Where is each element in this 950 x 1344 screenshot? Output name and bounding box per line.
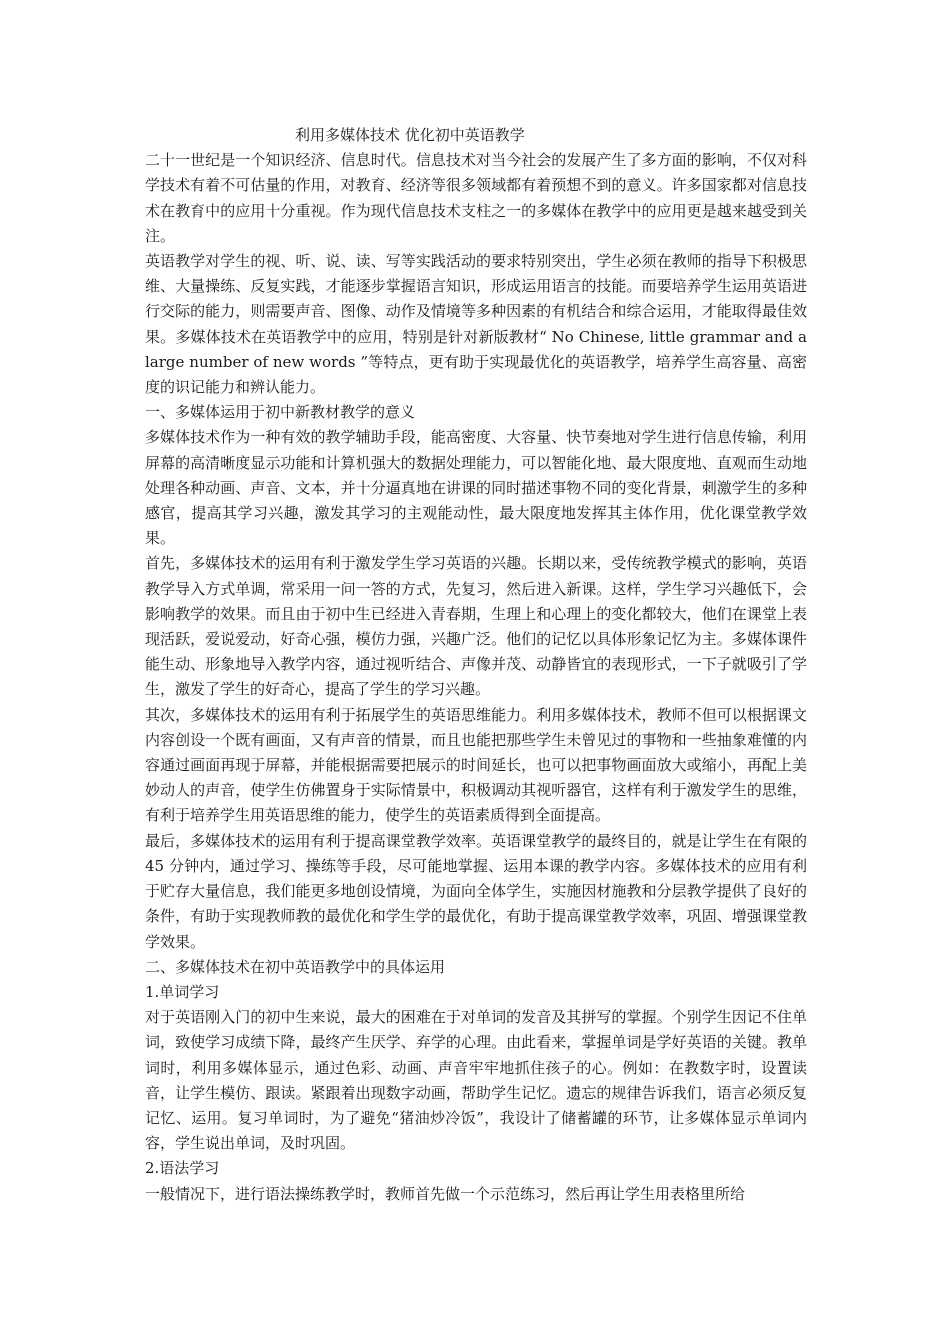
subsection-heading-grammar: 2.语法学习 xyxy=(145,1159,220,1178)
paragraph-english-teaching: 英语教学对学生的视、听、说、读、写等实践活动的要求特别突出，学生必须在教师的指导下积极思维、大量操练、反复实践，才能逐步掌握语言知识，形成运用语言的技能。而要培养学生运用英语进行交际的能力，则需要声音、图像、动作及情境等多种因素的有机结合和综合运用，才能取得最佳效果。多媒体技术在英语教学中的应用，特别是针对新版教材“ No Chinese, little grammar and a large number of new words ”等特点，更有助于实现最优化的英语教学，培养学生高容量、高密度的识记能力和辨认能力。 xyxy=(145,252,807,397)
paragraph-second: 其次，多媒体技术的运用有利于拓展学生的英语思维能力。利用多媒体技术，教师不但可以根据课文内容创设一个既有画面，又有声音的情景，而且也能把那些学生未曾见过的事物和一些抽象难懂的内容通过画面再现于屏幕，并能根据需要把展示的时间延长，也可以把事物画面放大或缩小，再配上美妙动人的声音，使学生仿佛置身于实际情景中，积极调动其视听器官，这样有利于激发学生的思维，有利于培养学生用英语思维的能力，使学生的英语素质得到全面提高。 xyxy=(145,705,807,825)
subsection-heading-vocabulary: 1.单词学习 xyxy=(145,982,220,1001)
paragraph-vocabulary: 对于英语刚入门的初中生来说，最大的困难在于对单词的发音及其拼写的掌握。个别学生因记不住单词，致使学习成绩下降，最终产生厌学、弃学的心理。由此看来，掌握单词是学好英语的关键。教单词时，利用多媒体显示，通过色彩、动画、声音牢牢地抓住孩子的心。例如：在教数字时，设置读音，让学生模仿、跟读。紧跟着出现数字动画，帮助学生记忆。遗忘的规律告诉我们，语言必须反复记忆、运用。复习单词时，为了避免“猪油炒冷饭”，我设计了储蓄罐的环节，让多媒体显示单词内容，学生说出单词，及时巩固。 xyxy=(145,1008,807,1153)
paragraph-intro: 二十一世纪是一个知识经济、信息时代。信息技术对当今社会的发展产生了多方面的影响，不仅对科学技术有着不可估量的作用，对教育、经济等很多领域都有着预想不到的意义。许多国家都对信息技术在教育中的应用十分重视。作为现代信息技术支柱之一的多媒体在教学中的应用更是越来越受到关注。 xyxy=(145,151,807,245)
section-heading-1: 一、多媒体运用于初中新教材教学的意义 xyxy=(145,403,416,422)
section-heading-2: 二、多媒体技术在初中英语教学中的具体运用 xyxy=(145,957,446,976)
document-title: 利用多媒体技术 优化初中英语教学 xyxy=(295,126,525,144)
paragraph-grammar: 一般情况下，进行语法操练教学时，教师首先做一个示范练习，然后再让学生用表格里所给 xyxy=(145,1184,746,1203)
document-page xyxy=(145,123,807,1207)
paragraph-last: 最后，多媒体技术的运用有利于提高课堂教学效率。英语课堂教学的最终目的，就是让学生在有限的 45 分钟内，通过学习、操练等手段，尽可能地掌握、运用本课的教学内容。多媒体技术的应用有利于贮存大量信息，我们能更多地创设情境，为面向全体学生，实施因材施教和分层教学提供了良好的条件，有助于实现教师教的最优化和学生学的最优化，有助于提高课堂教学效率，巩固、增强课堂教学效果。 xyxy=(145,831,807,951)
paragraph-first: 首先，多媒体技术的运用有利于激发学生学习英语的兴趣。长期以来，受传统教学模式的影响，英语教学导入方式单调，常采用一问一答的方式，先复习，然后进入新课。这样，学生学习兴趣低下，会影响教学的效果。而且由于初中生已经进入青春期，生理上和心理上的变化都较大，他们在课堂上表现活跃，爱说爱动，好奇心强，模仿力强，兴趣广泛。他们的记忆以具体形象记忆为主。多媒体课件能生动、形象地导入教学内容，通过视听结合、声像并茂、动静皆宜的表现形式，一下子就吸引了学生，激发了学生的好奇心，提高了学生的学习兴趣。 xyxy=(145,554,807,699)
paragraph-multimedia-means: 多媒体技术作为一种有效的教学辅助手段，能高密度、大容量、快节奏地对学生进行信息传输，利用屏幕的高清晰度显示功能和计算机强大的数据处理能力，可以智能化地、最大限度地、直观而生动地处理各种动画、声音、文本，并十分逼真地在讲课的同时描述事物不同的变化背景，刺激学生的多种感官，提高其学习兴趣，激发其学习的主观能动性，最大限度地发挥其主体作用，优化课堂教学效果。 xyxy=(145,428,807,548)
